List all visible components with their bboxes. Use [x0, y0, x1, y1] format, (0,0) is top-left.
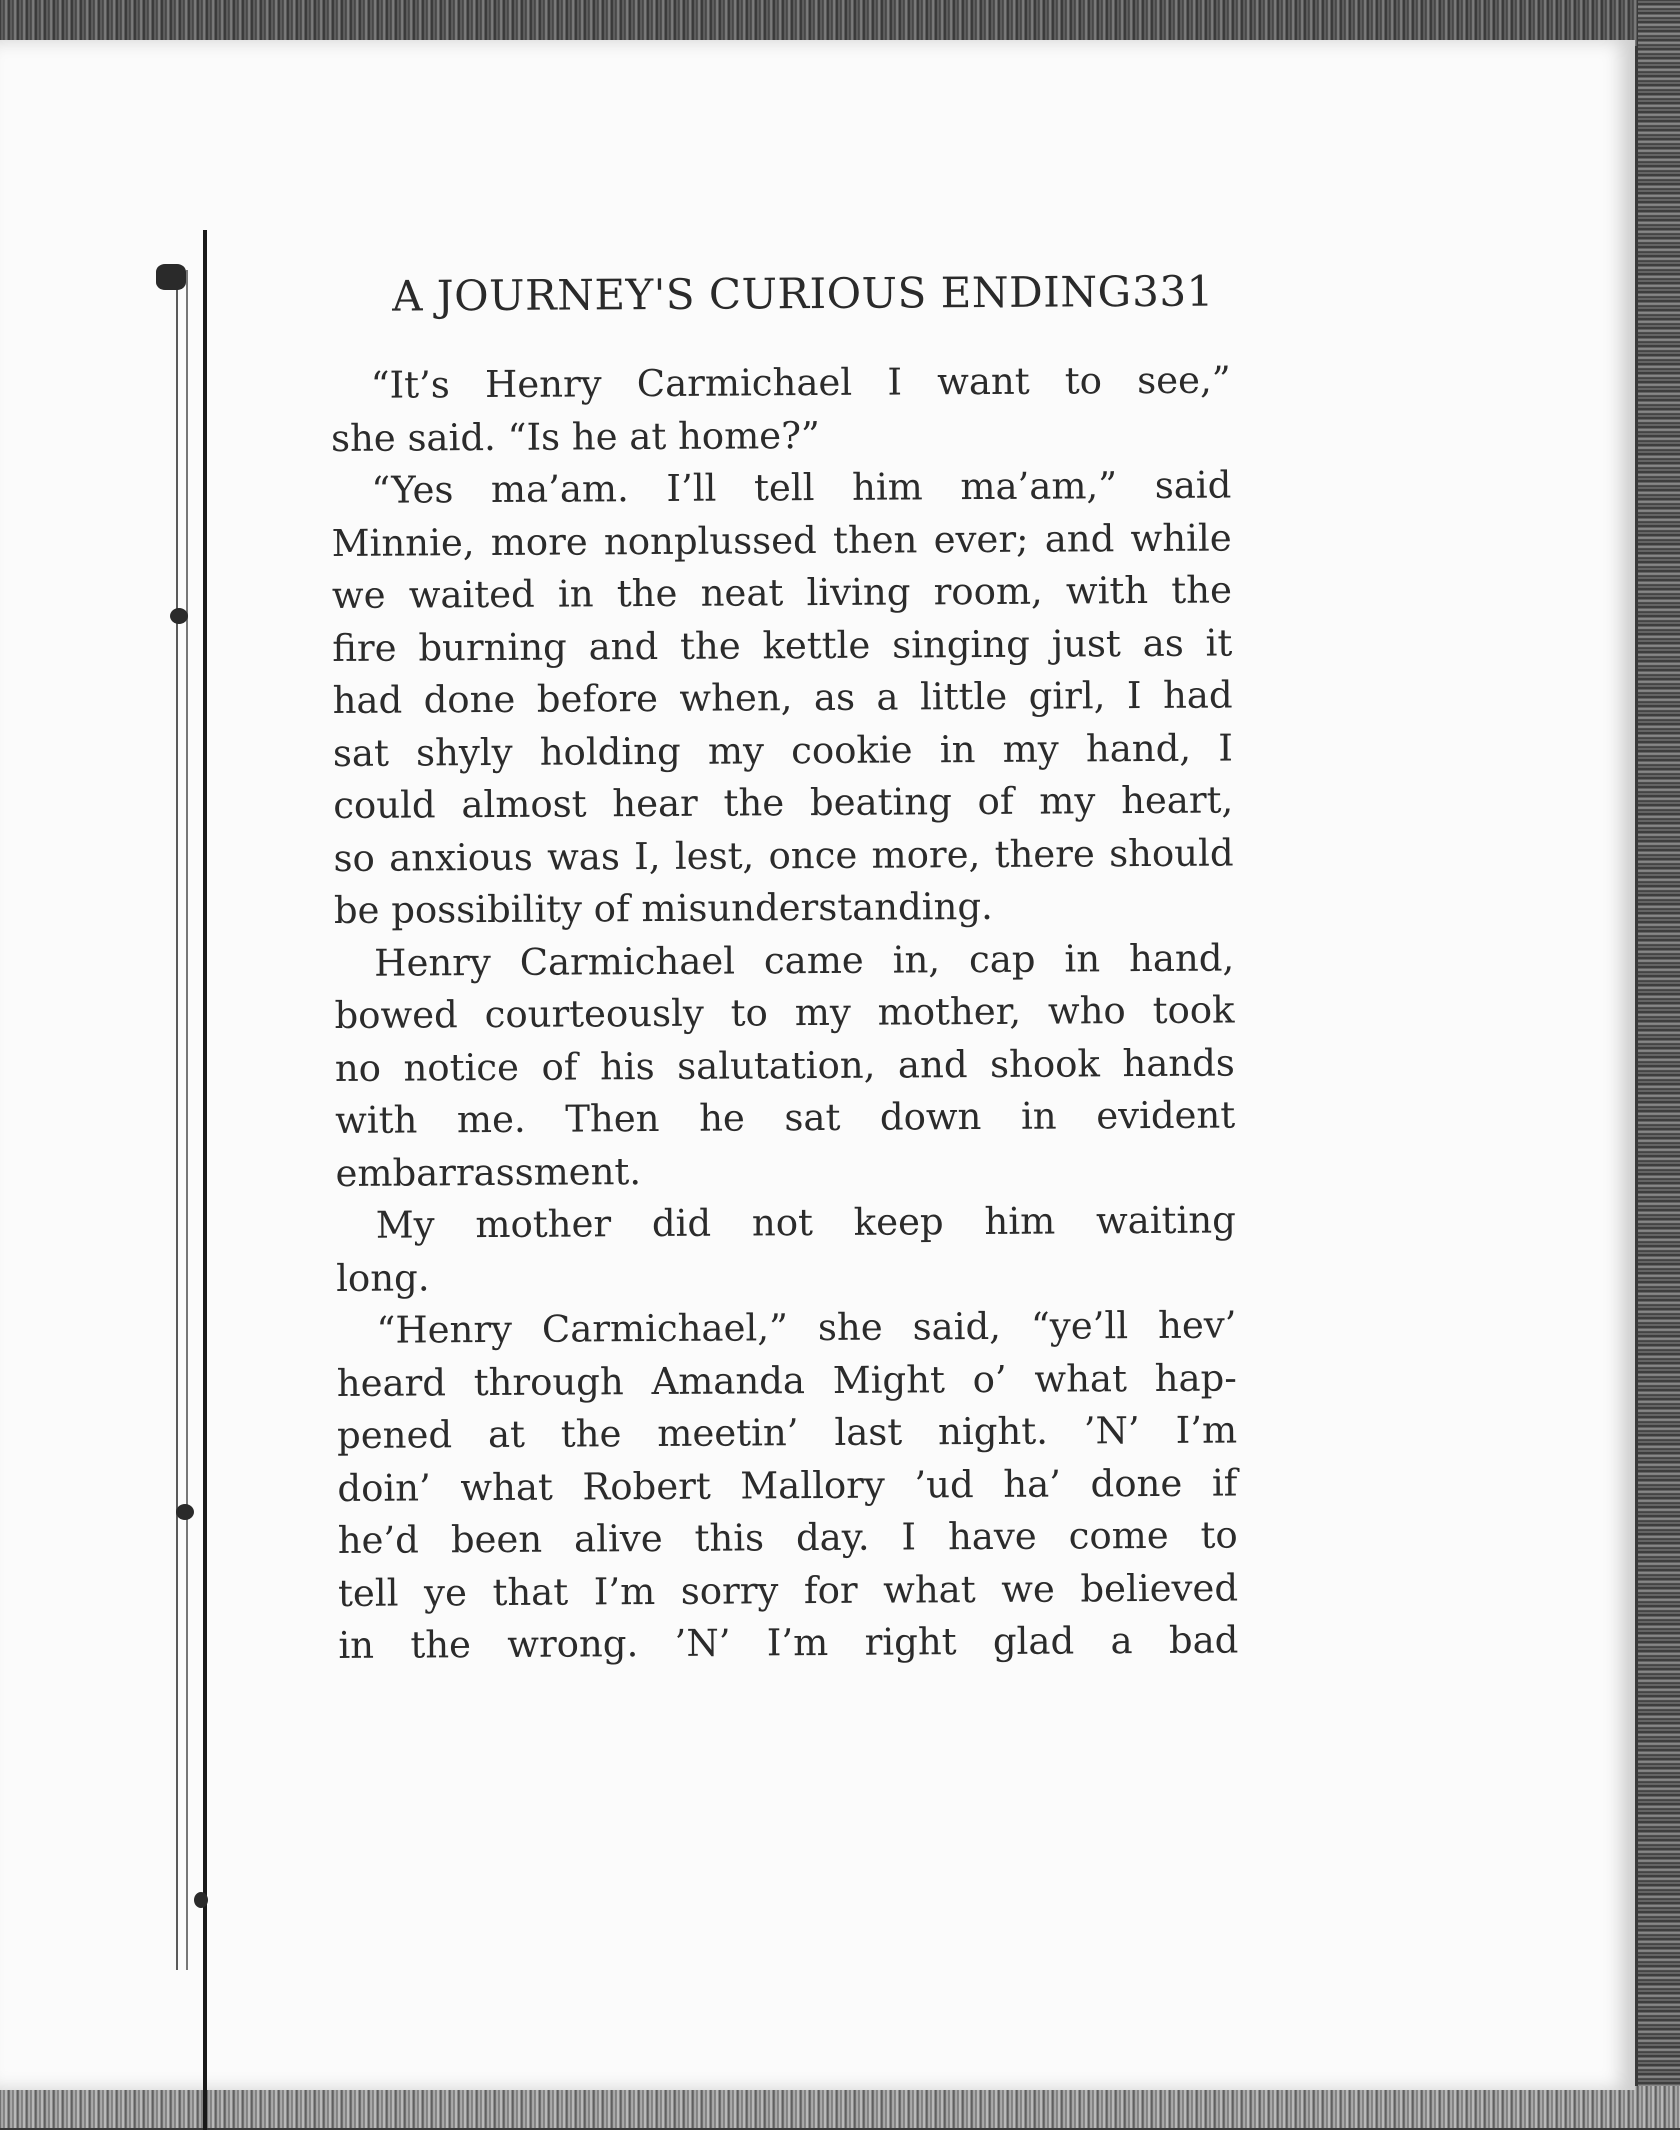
book-cover-bottom-edge: [0, 2086, 1680, 2128]
text-line: tell ye that I’m sorry for what we believed: [337, 1565, 1239, 1615]
text-line: bowed courteously to my mother, who took: [334, 988, 1235, 1037]
text-line: “Henry Carmichael,” she said, “ye’ll hev’: [376, 1303, 1237, 1352]
text-line: Minnie, more nonplussed then ever; and while: [331, 515, 1232, 565]
text-line: embarrassment.: [335, 1149, 642, 1195]
binding-thread: [186, 270, 188, 1970]
text-line: he’d been alive this day. I have come to: [337, 1513, 1238, 1562]
running-head: [392, 267, 1230, 342]
running-head-title: A JOURNEY'S CURIOUS ENDING: [391, 267, 1132, 321]
body-text: [331, 355, 1239, 1673]
book-page: [0, 40, 1635, 2090]
text-line: “It’s Henry Carmichael I want to see,”: [370, 358, 1231, 407]
text-line: “Yes ma’am. I’ll tell him ma’am,” said: [371, 463, 1232, 512]
text-line: had done before when, as a little girl, I had: [332, 673, 1233, 722]
text-line: sat shyly holding my cookie in my hand, I: [332, 725, 1234, 775]
text-line: My mother did not keep him waiting: [375, 1198, 1236, 1247]
text-line: we waited in the neat living room, with the: [331, 568, 1233, 617]
page-text-block: [330, 267, 1239, 1673]
binding-knot: [194, 1892, 208, 1908]
binding-thread: [176, 270, 178, 1970]
text-line: long.: [336, 1255, 430, 1300]
text-line: could almost hear the beating of my heart,: [333, 778, 1234, 827]
binding-knot: [156, 264, 186, 290]
page-number: 331: [1131, 266, 1214, 317]
page-gutter: [203, 230, 207, 2130]
text-line: Henry Carmichael came in, cap in hand,: [374, 935, 1235, 985]
binding-knot: [170, 608, 188, 624]
text-line: be possibility of misunderstanding.: [333, 884, 993, 932]
text-line: fire burning and the kettle singing just as it: [332, 620, 1233, 670]
binding-knot: [176, 1504, 194, 1520]
text-line: with me. Then he sat down in evident: [335, 1093, 1236, 1142]
book-cover-right-edge: [1638, 0, 1680, 2128]
text-line: she said. “Is he at home?”: [330, 413, 820, 460]
text-line: pened at the meetin’ last night. ’N’ I’m: [336, 1408, 1238, 1457]
text-line: no notice of his salutation, and shook hands: [334, 1040, 1235, 1090]
text-line: heard through Amanda Might o’ what hap-: [336, 1355, 1237, 1405]
text-line: in the wrong. ’N’ I’m right glad a bad: [338, 1618, 1239, 1667]
text-line: so anxious was I, lest, once more, there should: [333, 830, 1234, 880]
text-line: doin’ what Robert Mallory ’ud ha’ done if: [337, 1460, 1238, 1510]
